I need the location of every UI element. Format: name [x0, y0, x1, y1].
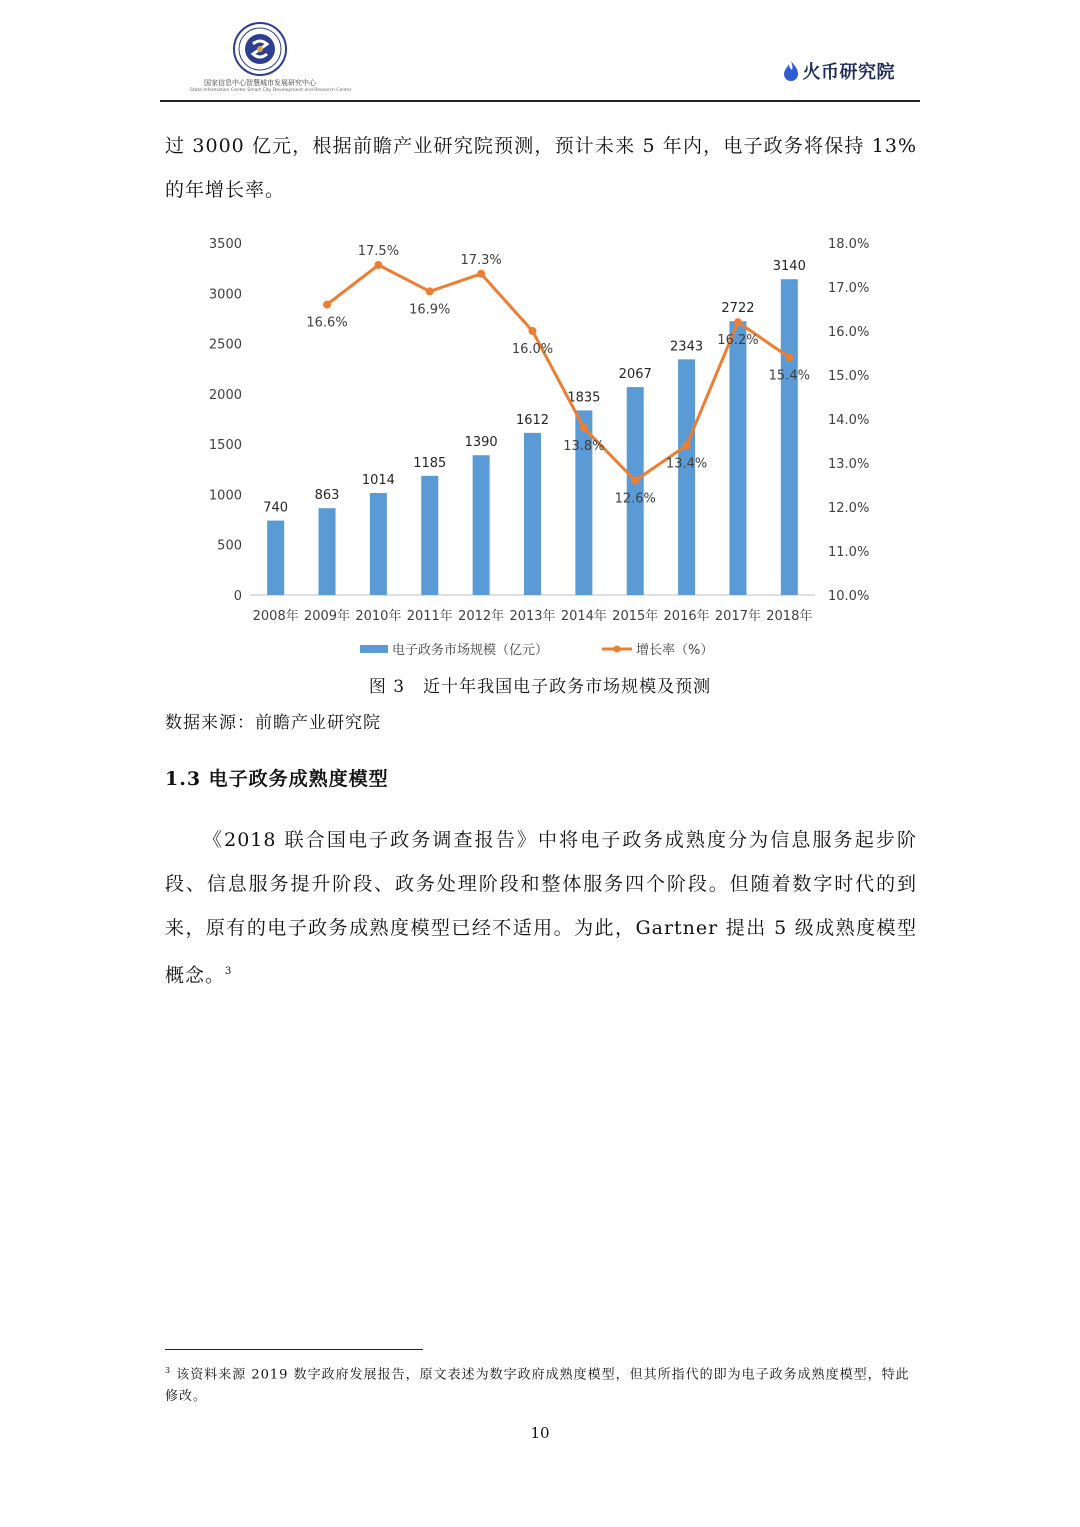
rate-label: 16.9% [409, 302, 451, 318]
rate-point [477, 270, 485, 278]
bar-value-label: 3140 [772, 259, 806, 275]
growth-rate-line [327, 265, 789, 481]
x-tick-label: 2008年 [252, 609, 299, 624]
left-tick-label: 3500 [208, 237, 242, 252]
bar [421, 476, 438, 595]
rate-label: 13.4% [665, 456, 708, 472]
footnote-number: 3 [165, 1366, 172, 1375]
rate-label: 16.6% [306, 315, 348, 331]
bar-value-label: 1612 [515, 412, 550, 428]
right-tick-label: 10.0% [828, 589, 870, 604]
paragraph-maturity [165, 818, 917, 997]
rate-point [631, 477, 639, 485]
x-tick-label: 2015年 [612, 609, 659, 624]
figure-caption: 图 3 近十年我国电子政务市场规模及预测 [368, 677, 712, 697]
left-tick-label: 0 [233, 589, 242, 604]
rate-point [734, 318, 742, 326]
rate-label: 15.4% [768, 368, 810, 384]
x-tick-label: 2016年 [663, 609, 710, 624]
rate-point [323, 301, 331, 309]
right-tick-label: 12.0% [828, 501, 870, 516]
x-tick-label: 2017年 [714, 609, 762, 624]
chart-legend [360, 642, 713, 658]
legend-bar-label: 电子政务市场规模（亿元） [392, 643, 549, 658]
right-axis [828, 237, 869, 604]
bar [319, 508, 336, 595]
footnote-ref: 3 [225, 966, 233, 977]
flame-icon [783, 60, 799, 82]
rate-point [785, 353, 793, 361]
bar-value-label: 863 [314, 488, 340, 504]
right-tick-label: 18.0% [828, 237, 870, 252]
bar-value-label: 2722 [721, 301, 755, 317]
growth-rate-points [323, 261, 793, 485]
bar [473, 455, 490, 595]
footnote-divider [165, 1349, 423, 1350]
right-tick-label: 14.0% [828, 413, 870, 428]
org-name-cn: 国家信息中心智慧城市发展研究中心 [204, 79, 316, 87]
bar [678, 359, 695, 595]
left-tick-label: 1000 [208, 488, 242, 504]
bar-value-label: 1014 [361, 473, 395, 489]
org-logo [190, 22, 352, 93]
rate-label: 12.6% [614, 491, 656, 507]
left-tick-label: 500 [217, 538, 242, 554]
footnote-text: 该资料来源 2019 数字政府发展报告，原文表述为数字政府成熟度模型，但其所指代的即为电子政务成熟度模型，特此修改。 [165, 1367, 910, 1405]
x-tick-label: 2010年 [355, 609, 402, 624]
left-tick-label: 1500 [208, 438, 242, 454]
legend-line-label: 增长率（%） [636, 643, 714, 658]
x-tick-label: 2014年 [560, 609, 607, 624]
bar [524, 433, 541, 595]
x-tick-label: 2009年 [303, 609, 351, 624]
rate-label: 16.2% [717, 333, 759, 349]
rate-point [374, 261, 382, 269]
bar [781, 279, 798, 595]
bar-value-label: 2343 [670, 339, 704, 355]
bar [729, 321, 746, 595]
x-tick-label: 2018年 [766, 609, 813, 624]
rate-point [683, 441, 691, 449]
rate-point [529, 327, 537, 335]
x-axis-labels [253, 608, 813, 624]
bar-value-label: 1185 [413, 455, 447, 471]
brand-name: 火币研究院 [802, 62, 895, 83]
org-name-en: State Information Center Smart City Development and Research Center [190, 88, 352, 93]
left-tick-label: 2500 [208, 337, 242, 353]
market-size-chart [190, 228, 890, 668]
right-tick-label: 15.0% [828, 369, 870, 384]
rate-label: 17.3% [460, 252, 502, 268]
paragraph-maturity-text: 《2018 联合国电子政务调查报告》中将电子政务成熟度分为信息服务起步阶段、信息服务提升阶段、政务处理阶段和整体服务四个阶段。但随着数字时代的到来，原有的电子政务成熟度模型已经不适用。为此，Gartner 提出 5 级成熟度模型概念。 [165, 829, 917, 987]
rate-point [426, 287, 434, 295]
legend-bar-swatch [360, 645, 388, 653]
x-tick-label: 2012年 [458, 609, 505, 624]
right-tick-label: 11.0% [828, 545, 870, 560]
bar [370, 493, 387, 595]
x-tick-label: 2013年 [509, 609, 556, 624]
right-tick-label: 16.0% [828, 325, 870, 340]
bar-value-label: 2067 [618, 367, 652, 383]
seal-icon [233, 22, 287, 76]
bar-value-label: 1835 [567, 390, 601, 406]
bar-value-label: 1390 [464, 435, 498, 451]
page-header [160, 22, 920, 102]
rate-point [580, 424, 588, 432]
rate-label: 16.0% [511, 342, 554, 357]
page-number: 10 [530, 1424, 550, 1442]
rate-label: 13.8% [563, 438, 605, 454]
right-tick-label: 17.0% [828, 281, 870, 296]
rate-label: 17.5% [357, 244, 400, 259]
left-axis [209, 237, 242, 604]
right-tick-label: 13.0% [828, 457, 870, 472]
legend-line-marker [614, 646, 621, 653]
left-tick-label: 2000 [208, 387, 242, 403]
bar-value-label: 740 [263, 500, 289, 516]
paragraph-intro: 过 3000 亿元，根据前瞻产业研究院预测，预计未来 5 年内，电子政务将保持 13%的年增长率。 [165, 135, 917, 201]
left-tick-label: 3000 [208, 287, 242, 303]
brand-logo [783, 58, 896, 84]
x-tick-label: 2011年 [406, 609, 453, 624]
section-title: 1.3 电子政务成熟度模型 [165, 768, 389, 790]
footnote [165, 1360, 917, 1408]
bar [267, 521, 284, 595]
data-source: 数据来源：前瞻产业研究院 [165, 713, 381, 733]
